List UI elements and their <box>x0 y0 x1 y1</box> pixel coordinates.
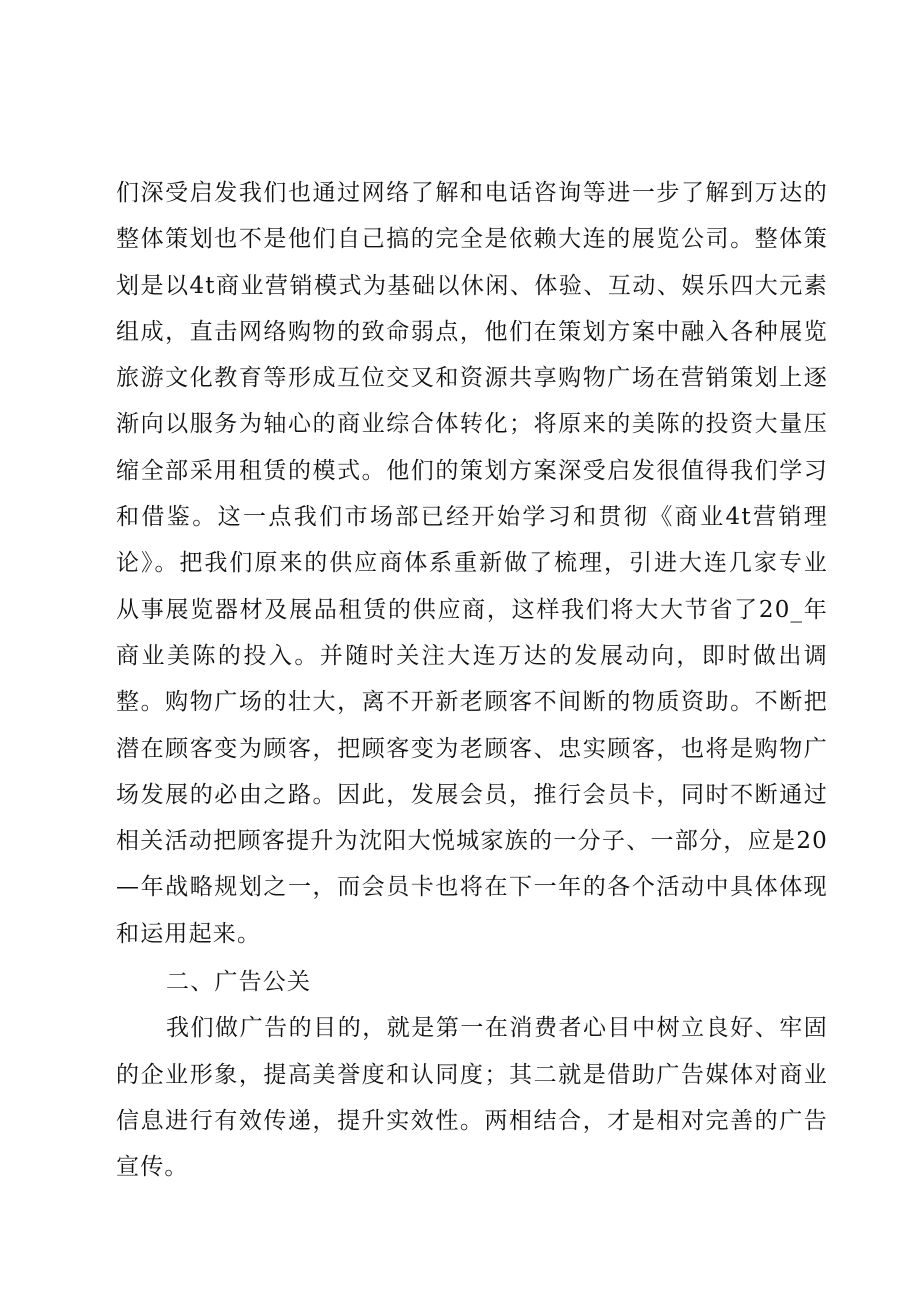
document-page <box>116 170 828 1191</box>
body-paragraph-2: 我们做广告的目的，就是第一在消费者心目中树立良好、牢固的企业形象，提高美誉度和认同度；其二就是借助广告媒体对商业信息进行有效传递，提升实效性。两相结合，才是相对完善的广告宣传。 <box>116 1015 828 1181</box>
body-paragraph-1: 们深受启发我们也通过网络了解和电话咨询等进一步了解到万达的整体策划也不是他们自己搞的完全是依赖大连的展览公司。整体策划是以4t商业营销模式为基础以休闲、体验、互动、娱乐四大元素组成，直击网络购物的致命弱点，他们在策划方案中融入各种展览旅游文化教育等形成互位交叉和资源共享购物广场在营销策划上逐渐向以服务为轴心的商业综合体转化；将原来的美陈的投资大量压缩全部采用租赁的模式。他们的策划方案深受启发很值得我们学习和借鉴。这一点我们市场部已经开始学习和贯彻《商业4t营销理论》。把我们原来的供应商体系重新做了梳理，引进大连几家专业从事展览器材及展品租赁的供应商，这样我们将大大节省了20_年商业美陈的投入。并随时关注大连万达的发展动向，即时做出调整。购物广场的壮大，离不开新老顾客不间断的物质资助。不断把潜在顾客变为顾客，把顾客变为老顾客、忠实顾客，也将是购物广场发展的必由之路。因此，发展会员，推行会员卡，同时不断通过相关活动把顾客提升为沈阳大悦城家族的一分子、一部分，应是20—年战略规划之一，而会员卡也将在下一年的各个活动中具体体现和运用起来。 <box>116 180 828 947</box>
section-heading: 二、广告公关 <box>166 969 312 996</box>
